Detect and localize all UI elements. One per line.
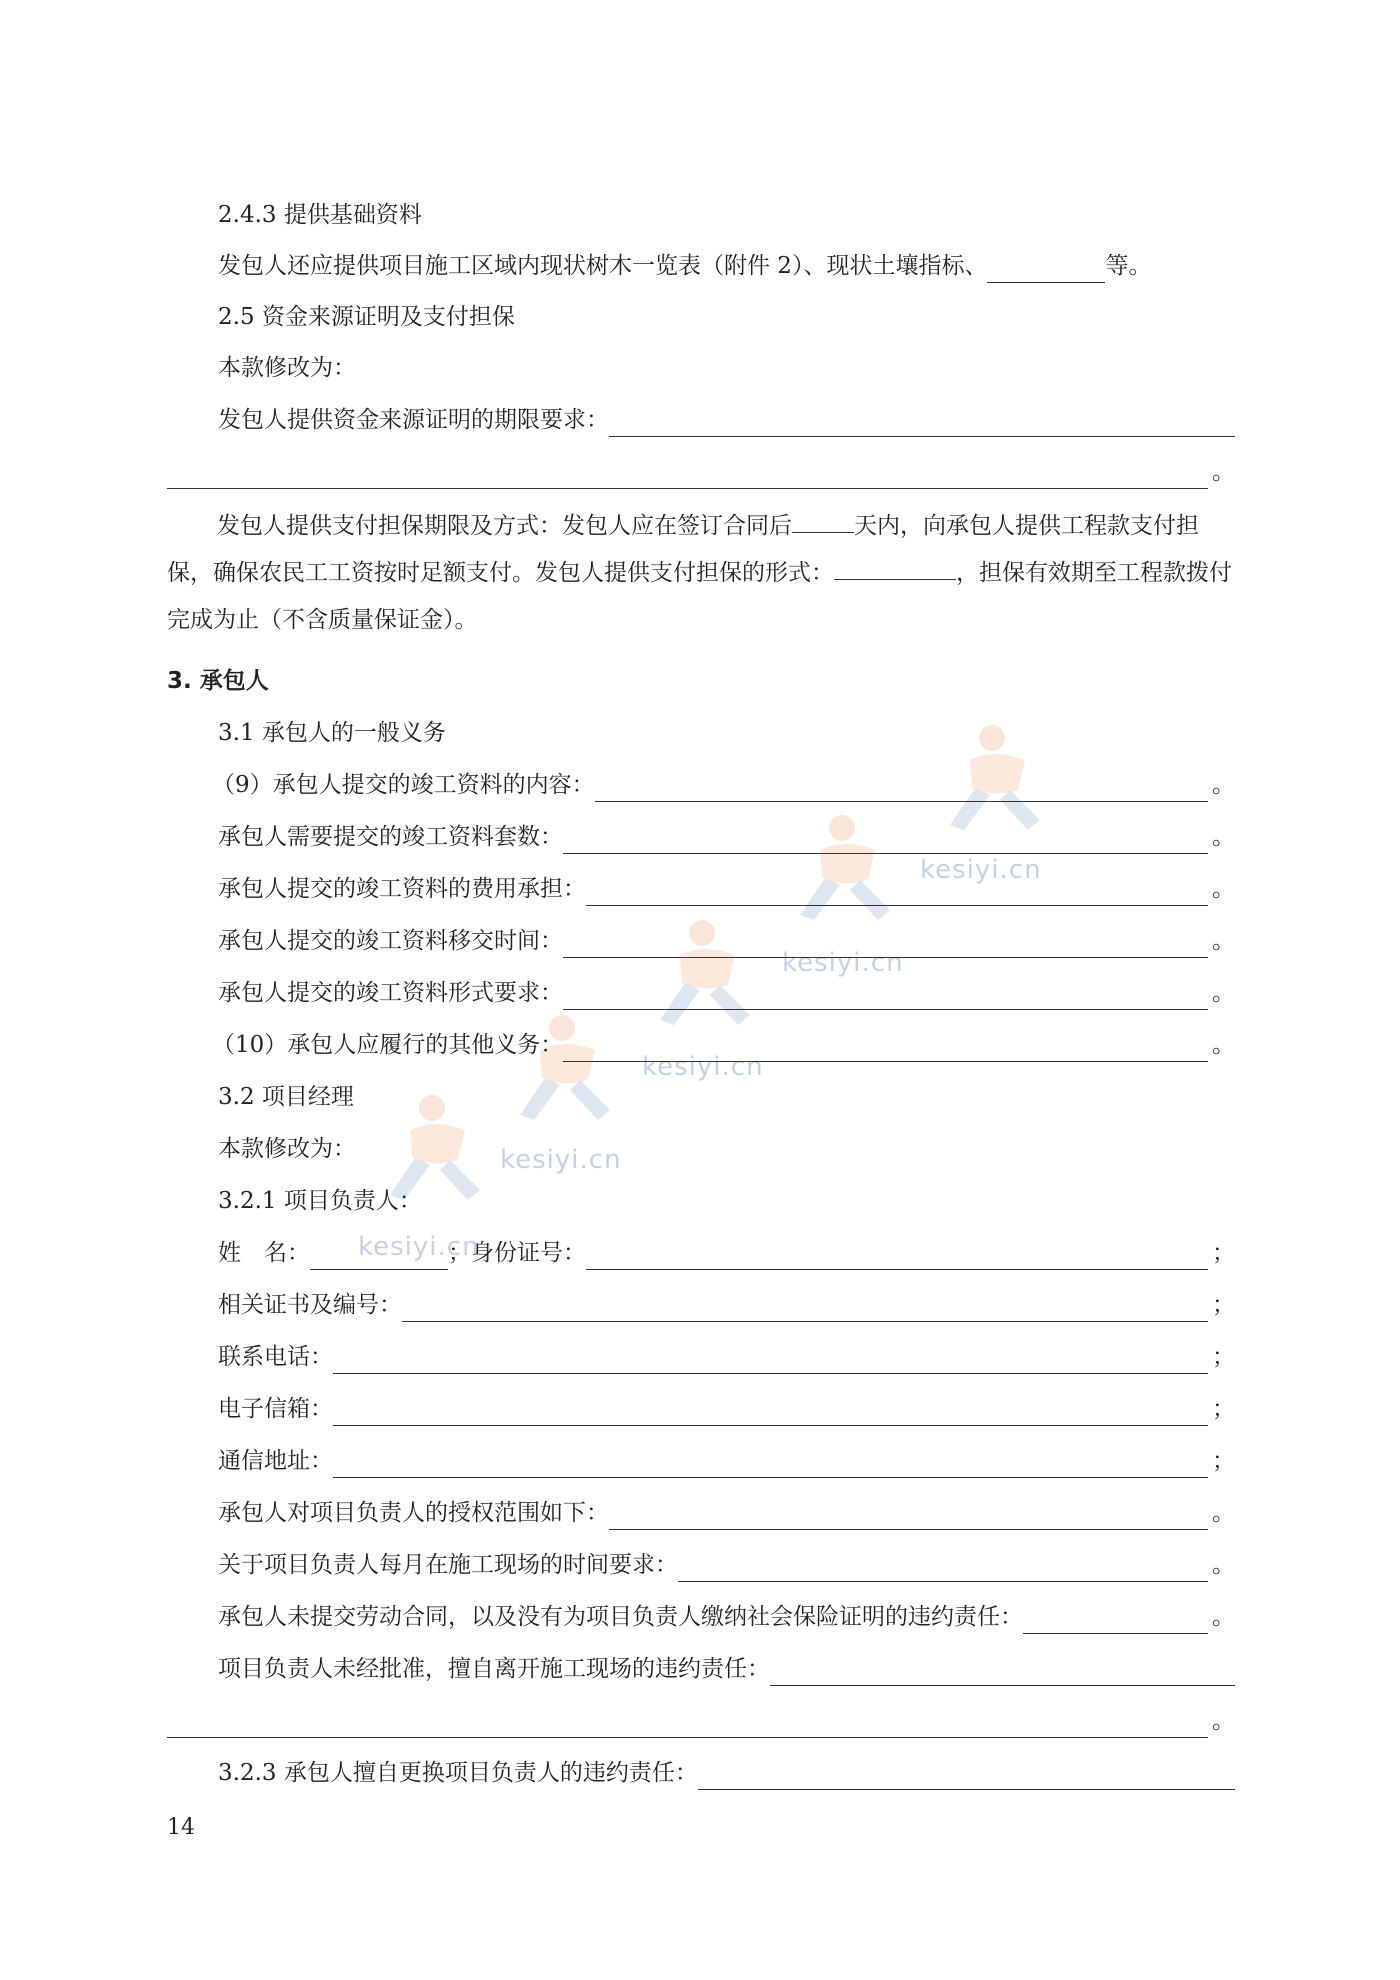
item-9-line: （9）承包人提交的竣工资料的内容： 。 — [212, 768, 1235, 802]
item-10-line: （10）承包人应履行的其他义务： 。 — [212, 1028, 1235, 1062]
id-number-blank[interactable] — [586, 1243, 1208, 1270]
watermark-text: kesiyi.cn — [358, 1232, 480, 1262]
handover-line: 承包人提交的竣工资料移交时间： 。 — [218, 924, 1235, 958]
email-line: 电子信箱： ； — [218, 1392, 1235, 1426]
replace-manager-blank[interactable] — [698, 1763, 1235, 1790]
address-line: 通信地址： ； — [218, 1444, 1235, 1478]
copies-line: 承包人需要提交的竣工资料套数： 。 — [218, 820, 1235, 854]
cost-line: 承包人提交的竣工资料的费用承担： 。 — [218, 872, 1235, 906]
handover-blank[interactable] — [563, 931, 1208, 958]
monthly-time-line: 关于项目负责人每月在施工现场的时间要求： 。 — [218, 1548, 1235, 1582]
other-obligations-blank[interactable] — [563, 1035, 1208, 1062]
watermark-text: kesiyi.cn — [642, 1052, 764, 1082]
name-blank[interactable] — [310, 1243, 448, 1270]
heading-3: 3. 承包人 — [167, 668, 269, 694]
page-number: 14 — [167, 1815, 195, 1840]
amend-line-2: 本款修改为： — [218, 1136, 356, 1162]
amend-line: 本款修改为： — [218, 355, 356, 381]
format-blank[interactable] — [563, 983, 1208, 1010]
format-line: 承包人提交的竣工资料形式要求： 。 — [218, 976, 1235, 1010]
email-blank[interactable] — [333, 1399, 1208, 1426]
cost-blank[interactable] — [586, 879, 1208, 906]
fund-proof-line: 发包人提供资金来源证明的期限要求： — [218, 403, 1235, 437]
leave-site-line: 项目负责人未经批准，擅自离开施工现场的违约责任： — [218, 1652, 1235, 1686]
days-blank[interactable] — [792, 510, 854, 533]
guarantee-form-blank[interactable] — [834, 557, 956, 580]
leave-site-blank-2[interactable] — [167, 1711, 1208, 1738]
payment-guarantee-paragraph: 发包人提供支付担保期限及方式：发包人应在签订合同后 天内，向承包人提供工程款支付担保，确保农民工工资按时足额支付。发包人提供支付担保的形式： ，担保有效期至工程款拨付完成为止（不含质量保证金）。 — [167, 503, 1235, 644]
monthly-time-blank[interactable] — [678, 1555, 1208, 1582]
authority-line: 承包人对项目负责人的授权范围如下： 。 — [218, 1496, 1235, 1530]
soil-index-blank[interactable] — [987, 256, 1105, 283]
leave-site-blank[interactable] — [770, 1659, 1235, 1686]
heading-2-4-3: 2.4.3 提供基础资料 — [218, 202, 422, 228]
fund-proof-continuation: 。 — [167, 455, 1235, 489]
heading-3-2: 3.2 项目经理 — [218, 1084, 354, 1110]
fund-proof-blank-2[interactable] — [167, 462, 1208, 489]
name-id-line: 姓 名： ；身份证号： ； — [218, 1236, 1235, 1270]
watermark-text: kesiyi.cn — [500, 1145, 622, 1175]
address-blank[interactable] — [333, 1451, 1208, 1478]
fund-proof-blank[interactable] — [609, 410, 1235, 437]
no-contract-line: 承包人未提交劳动合同，以及没有为项目负责人缴纳社会保险证明的违约责任： 。 — [218, 1600, 1235, 1634]
replace-manager-line: 3.2.3 承包人擅自更换项目负责人的违约责任： — [218, 1756, 1235, 1790]
heading-3-1: 3.1 承包人的一般义务 — [218, 720, 446, 746]
completion-docs-content-blank[interactable] — [595, 775, 1208, 802]
certificate-blank[interactable] — [402, 1295, 1208, 1322]
certificate-line: 相关证书及编号： ； — [218, 1288, 1235, 1322]
heading-2-5: 2.5 资金来源证明及支付担保 — [218, 304, 515, 330]
authority-blank[interactable] — [609, 1503, 1208, 1530]
basic-data-line: 发包人还应提供项目施工区域内现状树木一览表（附件 2）、现状土壤指标、 等。 — [218, 249, 1228, 283]
phone-line: 联系电话： ； — [218, 1340, 1235, 1374]
leave-site-continuation: 。 — [167, 1704, 1235, 1738]
watermark-text: kesiyi.cn — [920, 855, 1042, 885]
copies-blank[interactable] — [563, 827, 1208, 854]
no-contract-blank[interactable] — [1023, 1607, 1208, 1634]
watermark-text: kesiyi.cn — [782, 948, 904, 978]
heading-3-2-1: 3.2.1 项目负责人： — [218, 1188, 422, 1214]
phone-blank[interactable] — [333, 1347, 1208, 1374]
